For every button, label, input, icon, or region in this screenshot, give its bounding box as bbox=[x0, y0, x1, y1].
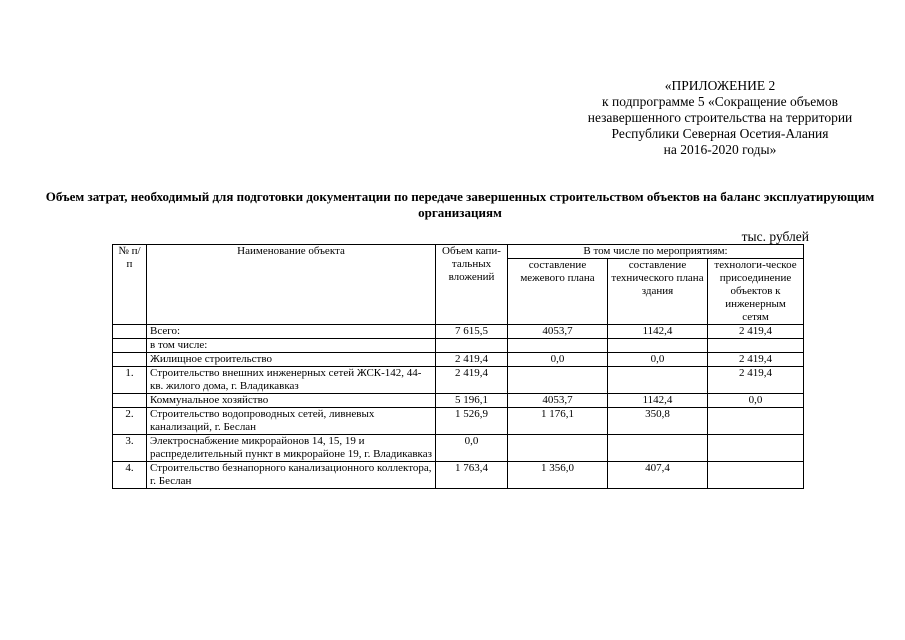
document-title: Объем затрат, необходимый для подготовки документации по передаче завершенных строительством объектов на баланс эксплуатирующим организациям bbox=[45, 189, 875, 220]
annex-line-3: незавершенного строительства на территории bbox=[587, 110, 853, 125]
annex-line-1: «ПРИЛОЖЕНИЕ 2 bbox=[664, 78, 776, 93]
header-survey: составление межевого плана bbox=[508, 259, 608, 325]
units-label: тыс. рублей bbox=[741, 229, 809, 244]
row-num: 1. bbox=[113, 367, 147, 394]
annex-heading bbox=[540, 78, 900, 158]
row-name: Всего: bbox=[147, 325, 436, 339]
row-survey: 0,0 bbox=[508, 353, 608, 367]
row-technical bbox=[608, 367, 708, 394]
row-survey bbox=[508, 339, 608, 353]
costs-table bbox=[112, 244, 804, 489]
header-connection: технологи-ческое присоединение объектов к инженерным сетям bbox=[708, 259, 804, 325]
row-survey bbox=[508, 435, 608, 462]
row-name: Строительство внешних инженерных сетей ЖСК-142, 44-кв. жилого дома, г. Владикавказ bbox=[147, 367, 436, 394]
table-row bbox=[113, 394, 804, 408]
row-name: Коммунальное хозяйство bbox=[147, 394, 436, 408]
table-row bbox=[113, 325, 804, 339]
row-connection: 2 419,4 bbox=[708, 353, 804, 367]
row-technical: 1142,4 bbox=[608, 394, 708, 408]
row-num: 3. bbox=[113, 435, 147, 462]
annex-line-4: Республики Северная Осетия-Алания bbox=[611, 126, 829, 141]
row-num: 2. bbox=[113, 408, 147, 435]
table-row bbox=[113, 367, 804, 394]
row-connection bbox=[708, 339, 804, 353]
row-connection: 2 419,4 bbox=[708, 325, 804, 339]
row-technical bbox=[608, 435, 708, 462]
row-name: Жилищное строительство bbox=[147, 353, 436, 367]
table-row bbox=[113, 339, 804, 353]
header-capital: Объем капи-тальных вложений bbox=[436, 245, 508, 325]
table-row bbox=[113, 462, 804, 489]
row-technical: 350,8 bbox=[608, 408, 708, 435]
row-survey: 4053,7 bbox=[508, 325, 608, 339]
row-num: 4. bbox=[113, 462, 147, 489]
row-capital: 2 419,4 bbox=[436, 367, 508, 394]
row-capital: 0,0 bbox=[436, 435, 508, 462]
table-body bbox=[113, 325, 804, 489]
row-name: Строительство безнапорного канализационного коллектора, г. Беслан bbox=[147, 462, 436, 489]
row-connection bbox=[708, 435, 804, 462]
row-capital: 7 615,5 bbox=[436, 325, 508, 339]
header-name: Наименование объекта bbox=[147, 245, 436, 325]
row-technical bbox=[608, 339, 708, 353]
row-survey: 1 356,0 bbox=[508, 462, 608, 489]
row-survey: 4053,7 bbox=[508, 394, 608, 408]
row-name: Электроснабжение микрорайонов 14, 15, 19 и распределительный пункт в микрорайоне 19, г. Владикавказ bbox=[147, 435, 436, 462]
row-num bbox=[113, 339, 147, 353]
row-survey: 1 176,1 bbox=[508, 408, 608, 435]
row-technical: 1142,4 bbox=[608, 325, 708, 339]
table-row bbox=[113, 408, 804, 435]
row-capital bbox=[436, 339, 508, 353]
row-capital: 1 526,9 bbox=[436, 408, 508, 435]
row-num bbox=[113, 353, 147, 367]
row-capital: 5 196,1 bbox=[436, 394, 508, 408]
header-technical: составление технического плана здания bbox=[608, 259, 708, 325]
row-connection bbox=[708, 408, 804, 435]
row-technical: 0,0 bbox=[608, 353, 708, 367]
header-including: В том числе по мероприятиям: bbox=[508, 245, 804, 259]
row-technical: 407,4 bbox=[608, 462, 708, 489]
row-num bbox=[113, 325, 147, 339]
row-capital: 2 419,4 bbox=[436, 353, 508, 367]
row-name: в том числе: bbox=[147, 339, 436, 353]
table-row bbox=[113, 353, 804, 367]
row-connection: 0,0 bbox=[708, 394, 804, 408]
row-connection: 2 419,4 bbox=[708, 367, 804, 394]
annex-line-5: на 2016-2020 годы» bbox=[663, 142, 777, 157]
row-capital: 1 763,4 bbox=[436, 462, 508, 489]
row-survey bbox=[508, 367, 608, 394]
table-header-row bbox=[113, 245, 804, 259]
row-connection bbox=[708, 462, 804, 489]
annex-line-2: к подпрограмме 5 «Сокращение объемов bbox=[602, 94, 838, 109]
header-num: № п/п bbox=[113, 245, 147, 325]
row-name: Строительство водопроводных сетей, ливневых канализаций, г. Беслан bbox=[147, 408, 436, 435]
table-row bbox=[113, 435, 804, 462]
row-num bbox=[113, 394, 147, 408]
